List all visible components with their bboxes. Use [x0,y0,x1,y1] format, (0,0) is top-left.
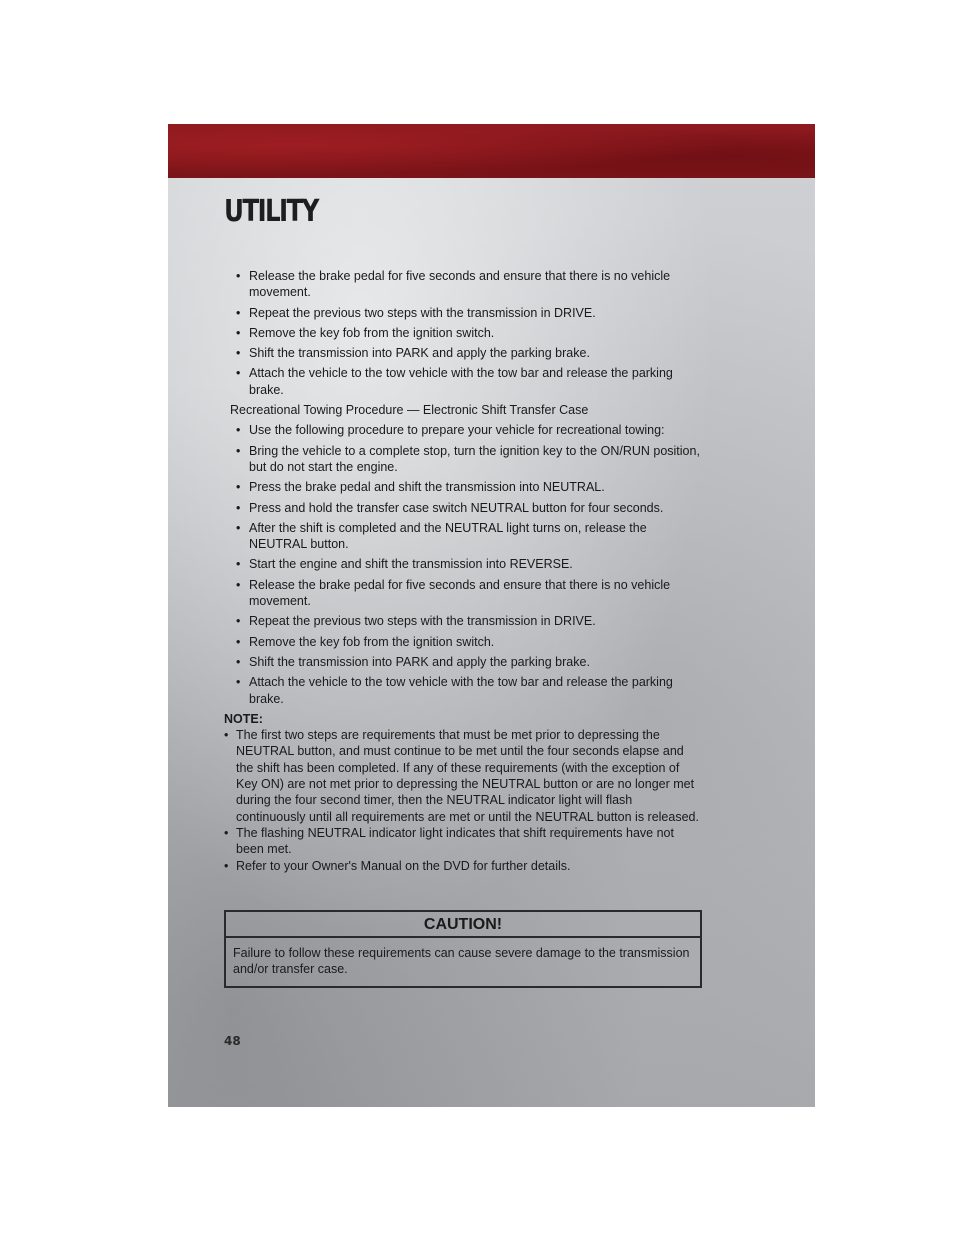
list-item: • Attach the vehicle to the tow vehicle with the tow bar and release the parking brake. [236,674,704,707]
list-item: • Repeat the previous two steps with the transmission in DRIVE. [236,305,704,321]
note-list [224,727,704,874]
list-item: • Remove the key fob from the ignition switch. [236,325,704,341]
list-item: • Press the brake pedal and shift the transmission into NEUTRAL. [236,479,704,495]
steps-list-1 [224,268,704,398]
list-item: • Use the following procedure to prepare your vehicle for recreational towing: [236,422,704,438]
list-item: • Shift the transmission into PARK and apply the parking brake. [236,654,704,670]
list-item: • Press and hold the transfer case switch NEUTRAL button for four seconds. [236,500,704,516]
note-item: • The first two steps are requirements that must be met prior to depressing the NEUTRAL button, and must continue to be met until the four seconds elapse and the shift has been completed. If any of these requirements (with the exception of Key ON) are not met prior to depressing the NEUTRAL button or are no longer met during the four second timer, then the NEUTRAL indicator light will flash continuously until all requirements are met or until the NEUTRAL button is released. [224,727,704,825]
list-item: • Attach the vehicle to the tow vehicle with the tow bar and release the parking brake. [236,365,704,398]
caution-box [224,910,702,988]
list-item: • Shift the transmission into PARK and apply the parking brake. [236,345,704,361]
list-item: • Release the brake pedal for five seconds and ensure that there is no vehicle movement. [236,577,704,610]
section-title: UTILITY [224,194,318,229]
list-item: • Remove the key fob from the ignition switch. [236,634,704,650]
page-number: 48 [224,1034,241,1048]
page-content [224,268,704,874]
header-band [168,124,815,178]
note-label: NOTE: [224,711,263,726]
list-item: • After the shift is completed and the NEUTRAL light turns on, release the NEUTRAL button. [236,520,704,553]
list-item: • Repeat the previous two steps with the transmission in DRIVE. [236,613,704,629]
caution-title: CAUTION! [226,912,700,938]
steps-list-2 [224,422,704,706]
caution-body: Failure to follow these requirements can cause severe damage to the transmission and/or transfer case. [233,946,690,977]
manual-page [168,124,815,1107]
list-item: • Start the engine and shift the transmission into REVERSE. [236,556,704,572]
list-item: • Bring the vehicle to a complete stop, turn the ignition key to the ON/RUN position, but do not start the engine. [236,443,704,476]
note-item: • The flashing NEUTRAL indicator light indicates that shift requirements have not been met. [224,825,704,858]
procedure-subheading: Recreational Towing Procedure — Electronic Shift Transfer Case [230,403,589,418]
note-item: • Refer to your Owner's Manual on the DVD for further details. [224,858,704,874]
list-item: • Release the brake pedal for five seconds and ensure that there is no vehicle movement. [236,268,704,301]
